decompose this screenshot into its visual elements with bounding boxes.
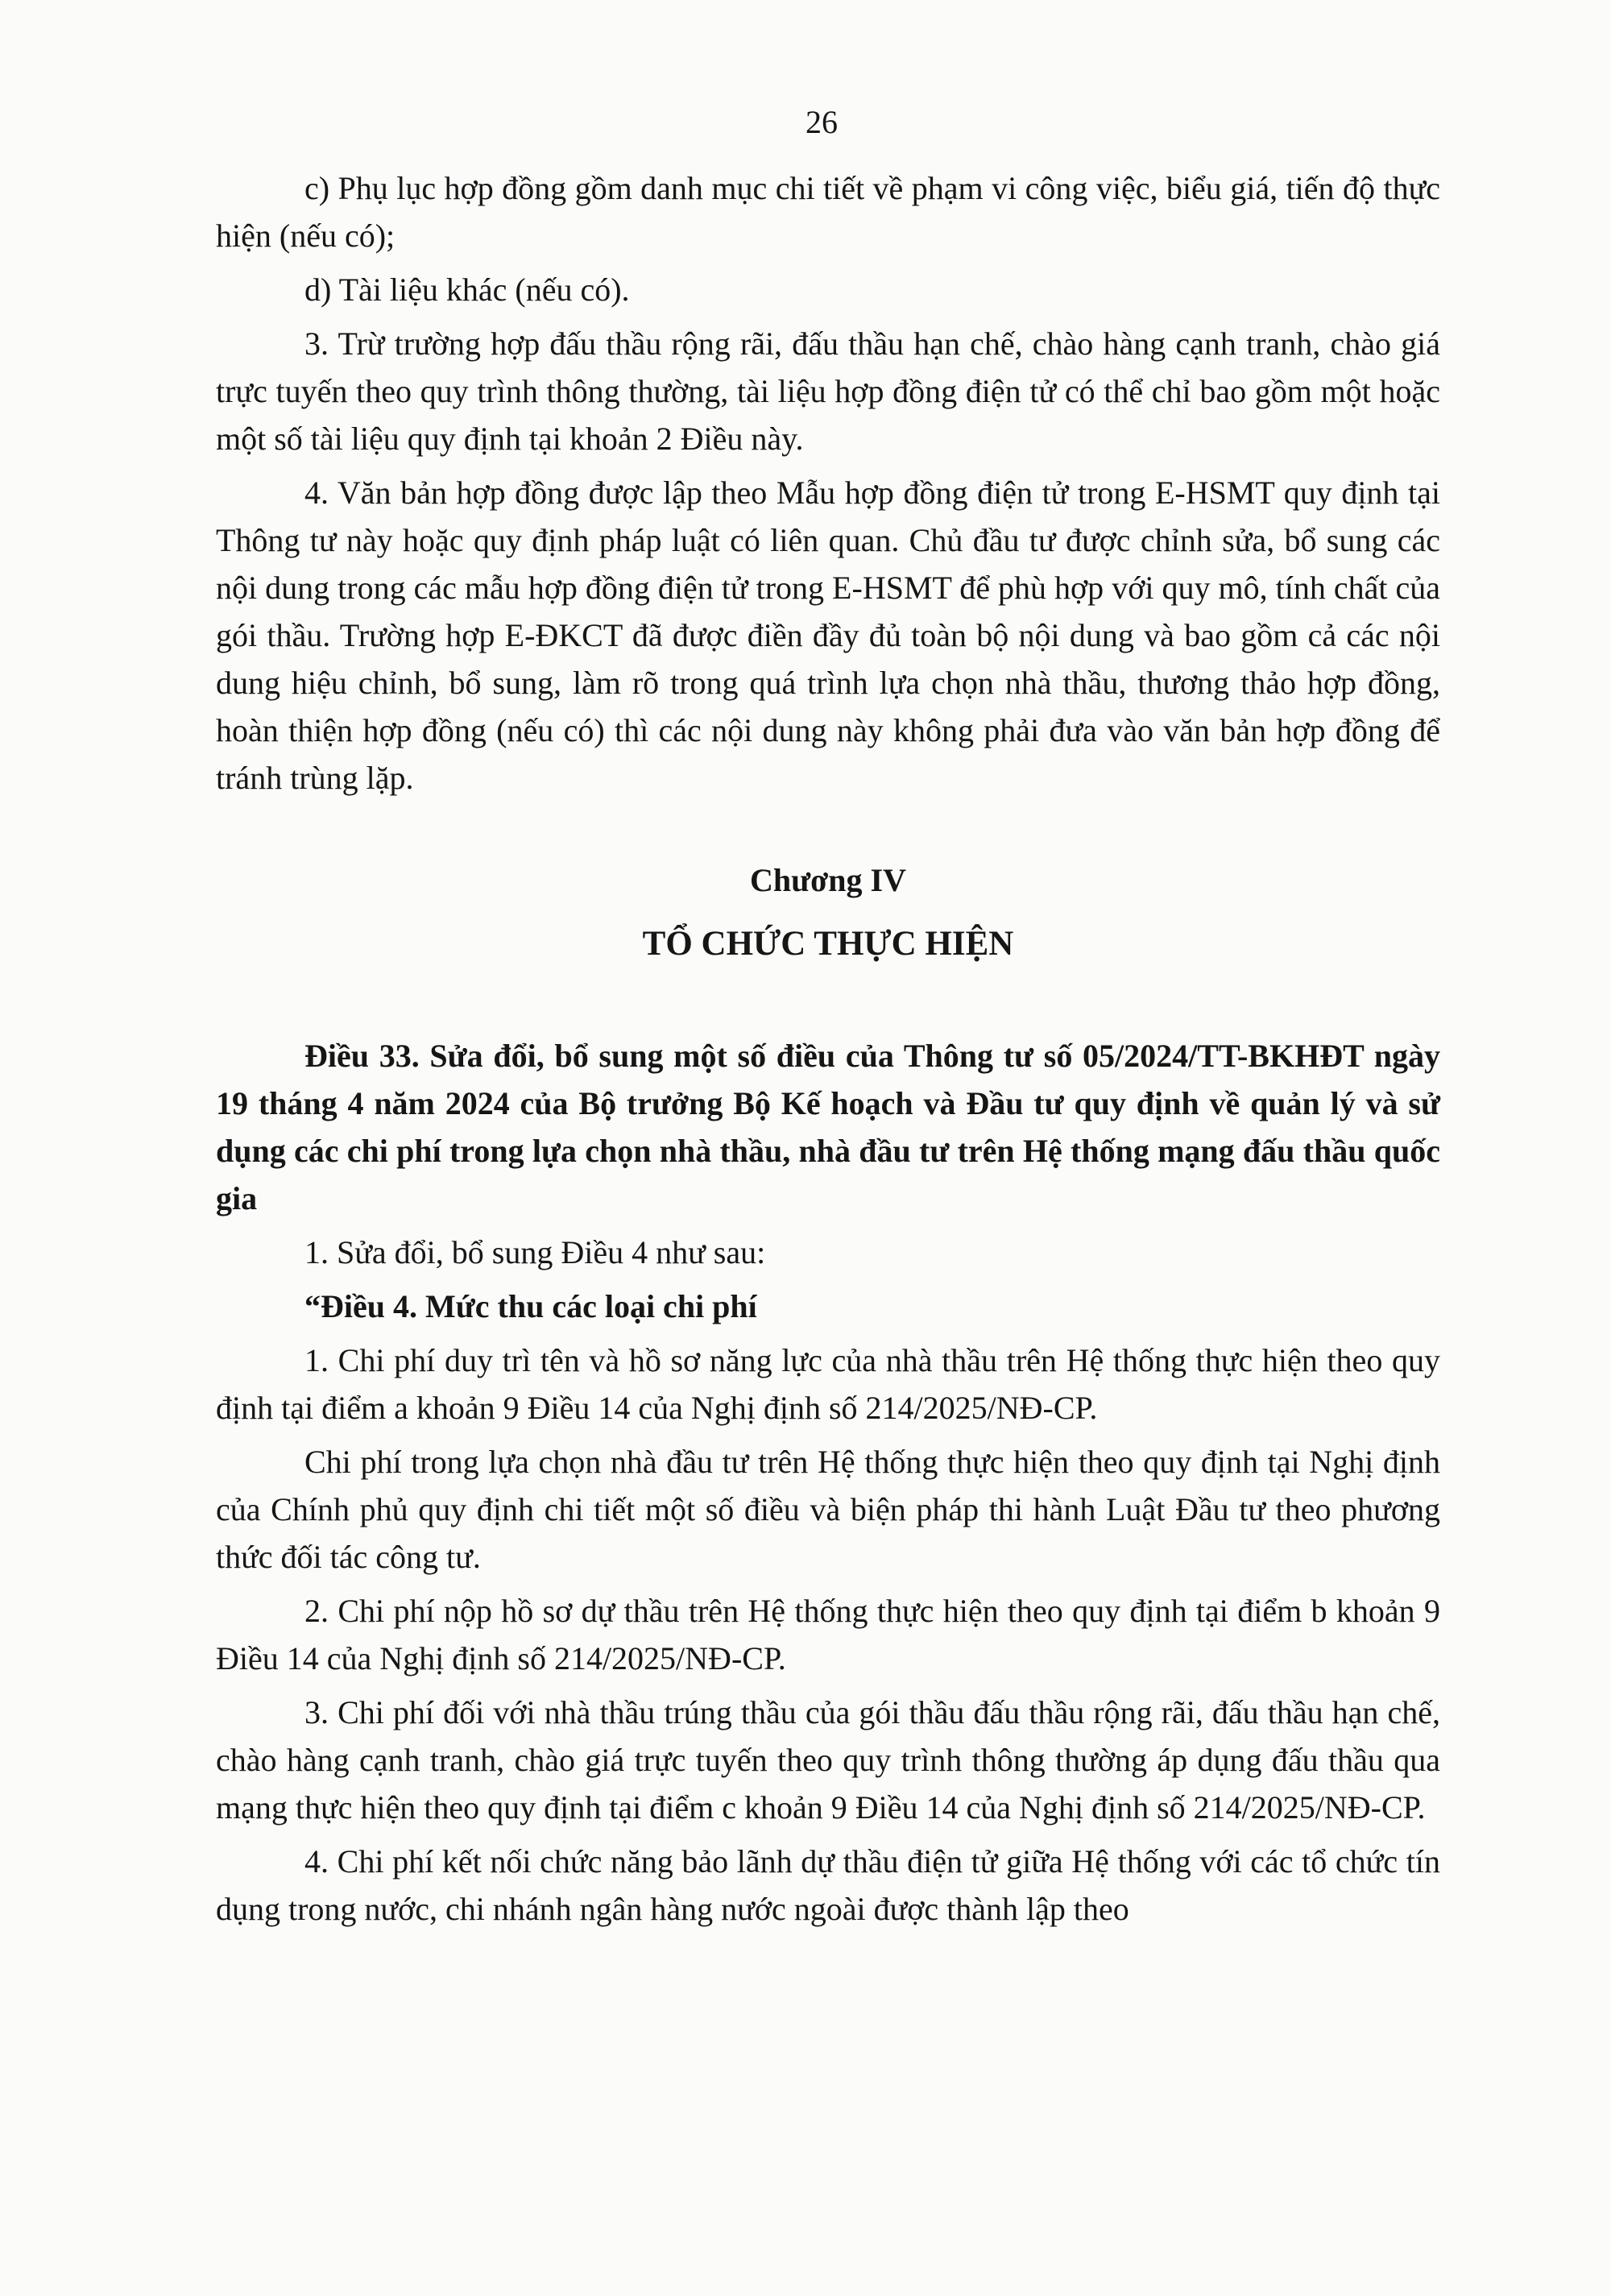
paragraph-clause-3: 3. Trừ trường hợp đấu thầu rộng rãi, đấu thầu hạn chế, chào hàng cạnh tranh, chào giá trực tuyến theo quy trình thông thường, tài liệu hợp đồng điện tử có thể chỉ bao gồm một hoặc một số tài liệu quy định tại khoản 2 Điều này.	[216, 325, 1440, 457]
chapter-name: TỔ CHỨC THỰC HIỆN	[642, 925, 1014, 963]
page-number: 26	[806, 104, 838, 140]
article-33-heading: Điều 33. Sửa đổi, bổ sung một số điều của Thông tư số 05/2024/TT-BKHĐT ngày 19 tháng 4 năm 2024 của Bộ trưởng Bộ Kế hoạch và Đầu tư quy định về quản lý và sử dụng các chi phí trong lựa chọn nhà thầu, nhà đầu tư trên Hệ thống mạng đấu thầu quốc gia	[216, 1038, 1440, 1216]
chapter-label: Chương IV	[750, 862, 906, 898]
article-4-item-4: 4. Chi phí kết nối chức năng bảo lãnh dự thầu điện tử giữa Hệ thống với các tổ chức tín dụng trong nước, chi nhánh ngân hàng nước ngoài được thành lập theo	[216, 1843, 1440, 1927]
paragraph-clause-4: 4. Văn bản hợp đồng được lập theo Mẫu hợp đồng điện tử trong E-HSMT quy định tại Thông tư này hoặc quy định pháp luật có liên quan. Chủ đầu tư được chỉnh sửa, bổ sung các nội dung trong các mẫu hợp đồng điện tử trong E-HSMT để phù hợp với quy mô, tính chất của gói thầu. Trường hợp E-ĐKCT đã được điền đầy đủ toàn bộ nội dung và bao gồm cả các nội dung hiệu chỉnh, bổ sung, làm rõ trong quá trình lựa chọn nhà thầu, thương thảo hợp đồng, hoàn thiện hợp đồng (nếu có) thì các nội dung này không phải đưa vào văn bản hợp đồng để tránh trùng lặp.	[216, 475, 1440, 796]
article-4-item-1: 1. Chi phí duy trì tên và hồ sơ năng lực của nhà thầu trên Hệ thống thực hiện theo quy định tại điểm a khoản 9 Điều 14 của Nghị định số 214/2025/NĐ-CP.	[216, 1342, 1440, 1426]
document-body	[216, 164, 1440, 1933]
paragraph-c: c) Phụ lục hợp đồng gồm danh mục chi tiết về phạm vi công việc, biểu giá, tiến độ thực hiện (nếu có);	[216, 170, 1440, 254]
article-4-item-3: 3. Chi phí đối với nhà thầu trúng thầu của gói thầu đấu thầu rộng rãi, đấu thầu hạn chế, chào hàng cạnh tranh, chào giá trực tuyến theo quy trình thông thường áp dụng đấu thầu qua mạng thực hiện theo quy định tại điểm c khoản 9 Điều 14 của Nghị định số 214/2025/NĐ-CP.	[216, 1694, 1440, 1826]
article-4-item-1-investor: Chi phí trong lựa chọn nhà đầu tư trên Hệ thống thực hiện theo quy định tại Nghị định của Chính phủ quy định chi tiết một số điều và biện pháp thi hành Luật Đầu tư theo phương thức đối tác công tư.	[216, 1444, 1440, 1575]
article-33-clause-1: 1. Sửa đổi, bổ sung Điều 4 như sau:	[304, 1234, 766, 1270]
article-4-heading: “Điều 4. Mức thu các loại chi phí	[304, 1288, 757, 1324]
paragraph-d: d) Tài liệu khác (nếu có).	[304, 271, 630, 308]
article-4-item-2: 2. Chi phí nộp hồ sơ dự thầu trên Hệ thống thực hiện theo quy định tại điểm b khoản 9 Điều 14 của Nghị định số 214/2025/NĐ-CP.	[216, 1593, 1440, 1676]
